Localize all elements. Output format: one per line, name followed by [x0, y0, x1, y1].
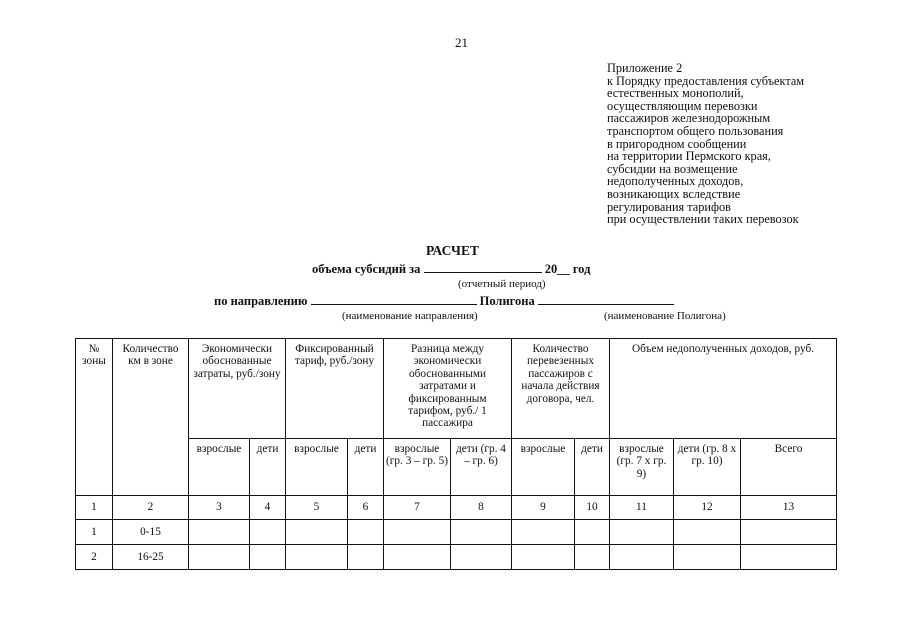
appendix-line: осуществляющим перевозки [607, 98, 758, 113]
col-number: 10 [575, 496, 610, 520]
sub-diff-adults: взрослые (гр. 3 – гр. 5) [384, 439, 451, 496]
appendix-line: транспортом общего пользования [607, 123, 784, 138]
subtitle-line [312, 262, 590, 277]
empty-cell [674, 545, 741, 570]
empty-cell [250, 520, 286, 545]
sub-fixed-adults: взрослые [286, 439, 348, 496]
page-number: 21 [455, 35, 468, 50]
period-blank [424, 272, 542, 273]
zone-cell: 2 [76, 545, 113, 570]
col-number: 9 [512, 496, 575, 520]
empty-cell [512, 545, 575, 570]
empty-cell [189, 545, 250, 570]
appendix-line: естественных монополий, [607, 86, 744, 101]
appendix-line: возникающих вследствие [607, 186, 741, 201]
empty-cell [451, 520, 512, 545]
empty-cell [348, 545, 384, 570]
empty-cell [384, 520, 451, 545]
sub-count-children: дети [575, 439, 610, 496]
polygon-label: Полигона [479, 294, 535, 308]
empty-cell [286, 520, 348, 545]
empty-cell [610, 520, 674, 545]
col-number: 13 [741, 496, 837, 520]
sub-count-adults: взрослые [512, 439, 575, 496]
empty-cell [610, 545, 674, 570]
header-zone: № зоны [76, 339, 113, 496]
appendix-line: пассажиров железнодорожным [607, 111, 771, 126]
col-number: 2 [113, 496, 189, 520]
empty-cell [451, 545, 512, 570]
direction-caption: (наименование направления) [342, 310, 478, 322]
empty-cell [741, 545, 837, 570]
direction-label: по направлению [214, 294, 308, 308]
empty-cell [384, 545, 451, 570]
zone-cell: 1 [76, 520, 113, 545]
col-number: 12 [674, 496, 741, 520]
table-row [76, 520, 837, 545]
appendix-line: в пригородном сообщении [607, 136, 747, 151]
appendix-line: на территории Пермского края, [607, 149, 771, 164]
empty-cell [348, 520, 384, 545]
subsidy-table [75, 338, 837, 570]
appendix-line: Приложение 2 [607, 61, 683, 75]
appendix-line: регулирования тарифов [607, 199, 731, 214]
sub-lost-total: Всего [741, 439, 837, 496]
document-title: РАСЧЕТ [426, 243, 479, 258]
period-caption: (отчетный период) [458, 278, 546, 290]
empty-cell [512, 520, 575, 545]
header-lost: Объем недополученных доходов, руб. [610, 339, 837, 439]
sub-lost-children: дети (гр. 8 х гр. 10) [674, 439, 741, 496]
appendix-line: субсидии на возмещение [607, 161, 738, 176]
empty-cell [575, 545, 610, 570]
subtitle-prefix: объема субсидий за [312, 262, 421, 276]
header-fixed: Фиксированный тариф, руб./зону [286, 339, 384, 439]
col-number: 6 [348, 496, 384, 520]
direction-line [214, 294, 674, 309]
sub-econ-children: дети [250, 439, 286, 496]
sub-fixed-children: дети [348, 439, 384, 496]
empty-cell [741, 520, 837, 545]
appendix-line: к Порядку предоставления субъектам [607, 73, 805, 88]
subtitle-year: 20__ год [544, 262, 591, 276]
table-row [76, 545, 837, 570]
sub-lost-adults: взрослые (гр. 7 х гр. 9) [610, 439, 674, 496]
col-number: 1 [76, 496, 113, 520]
polygon-caption: (наименование Полигона) [604, 310, 726, 322]
appendix-line: недополученных доходов, [607, 174, 744, 189]
header-diff: Разница между экономически обоснованными затратами и фиксированным тарифом, руб./ 1 пассажира [384, 339, 512, 439]
polygon-blank [538, 304, 674, 305]
empty-cell [250, 545, 286, 570]
empty-cell [674, 520, 741, 545]
empty-cell [575, 520, 610, 545]
appendix-line: при осуществлении таких перевозок [607, 212, 799, 227]
col-number: 11 [610, 496, 674, 520]
empty-cell [286, 545, 348, 570]
direction-blank [311, 304, 477, 305]
header-count: Количество перевезенных пассажиров с начала действия договора, чел. [512, 339, 610, 439]
col-number: 5 [286, 496, 348, 520]
header-km: Количество км в зоне [113, 339, 189, 496]
km-cell: 16-25 [113, 545, 189, 570]
header-econ: Экономически обоснованные затраты, руб./зону [189, 339, 286, 439]
appendix-block [607, 62, 897, 226]
col-number: 3 [189, 496, 250, 520]
col-number: 4 [250, 496, 286, 520]
col-number: 7 [384, 496, 451, 520]
sub-econ-adults: взрослые [189, 439, 250, 496]
sub-diff-children: дети (гр. 4 – гр. 6) [451, 439, 512, 496]
col-number: 8 [451, 496, 512, 520]
empty-cell [189, 520, 250, 545]
km-cell: 0-15 [113, 520, 189, 545]
